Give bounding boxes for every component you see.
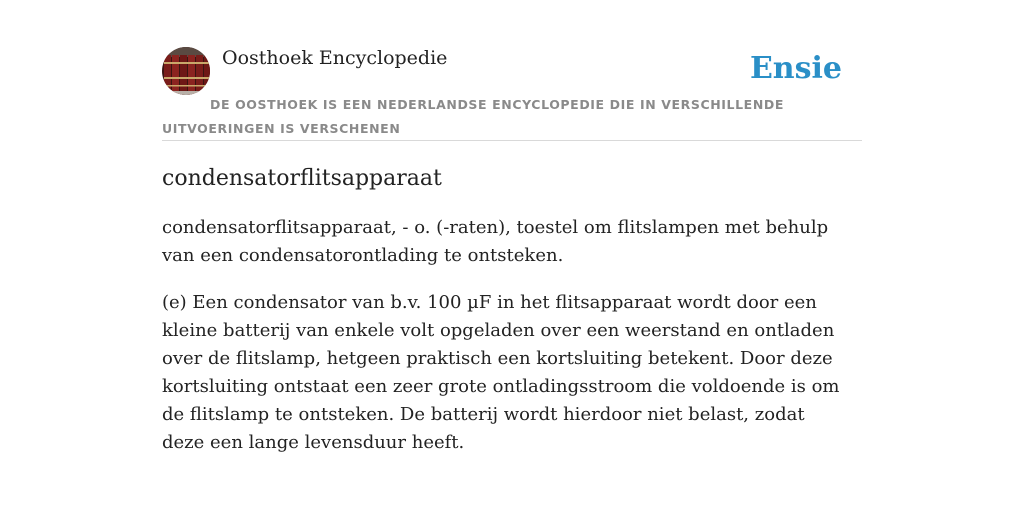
article-paragraph: condensatorflitsapparaat, - o. (-raten), toestel om flitslampen met behulp van een condensatorontlading te ontsteken.: [162, 217, 829, 266]
article-paragraph: (e) Een condensator van b.v. 100 µF in het flitsapparaat wordt door een kleine batterij van enkele volt opgeladen over een weerstand en ontladen over de flitslamp, hetgeen praktisch een kortsluiting betekent. Door deze kortsluiting ontstaat een zeer grote ontladingsstroom die voldoende is om de flitslamp te ontsteken. De batterij wordt hierdoor niet belast, zodat deze een lange levensduur heeft.: [162, 292, 840, 453]
ensie-logo[interactable]: Ensie: [749, 51, 842, 86]
source-header: [162, 46, 862, 141]
source-tagline: DE OOSTHOEK IS EEN NEDERLANDSE ENCYCLOPEDIE DIE IN VERSCHILLENDE UITVOERINGEN IS VERSCHENEN: [162, 97, 784, 136]
encyclopedia-books-icon[interactable]: [162, 47, 210, 95]
article-title: condensatorflitsapparaat: [162, 166, 442, 191]
article: [162, 162, 852, 476]
source-name[interactable]: Oosthoek Encyclopedie: [222, 47, 448, 69]
